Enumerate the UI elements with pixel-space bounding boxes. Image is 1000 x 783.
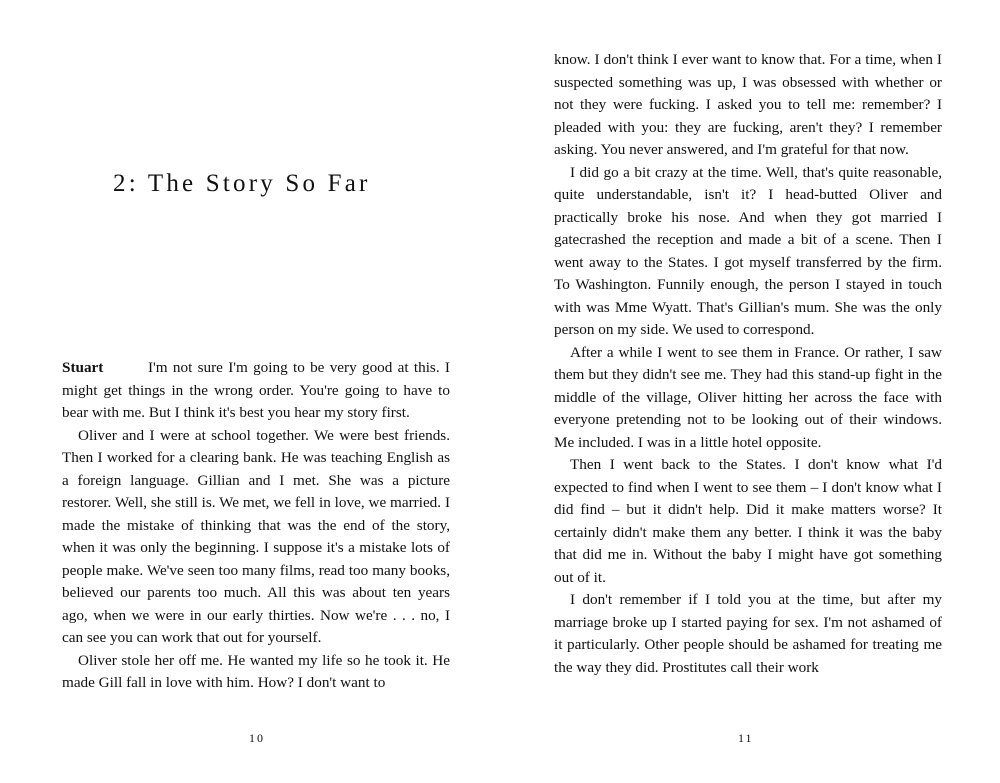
- page-number: 10: [249, 731, 265, 745]
- page-number: 11: [738, 731, 754, 745]
- paragraph: I did go a bit crazy at the time. Well, that's quite reasonable, quite understandable, isn't it? I head-butted Oliver and practically broke his nose. And when they got married I gatecrashed the reception and made a bit of a scene. Then I went away to the States. I got myself transferred by the firm. To Washington. Funnily enough, the person I stayed in touch with was Mme Wyatt. That's Gillian's mum. She was the only person on my side. We used to correspond.: [554, 163, 942, 338]
- paragraph: I don't remember if I told you at the time, but after my marriage broke up I started paying for sex. I'm not ashamed of it particularly. Other people should be ashamed for treating me the way they did. Prostitutes call their work: [554, 591, 942, 676]
- right-page: [500, 0, 1000, 783]
- speaker-name: Stuart: [62, 359, 104, 376]
- paragraph: Oliver and I were at school together. We were best friends. Then I worked for a clearing bank. He was teaching English as a foreign language. Gillian and I met. She was a picture restorer. Well, she still is. We met, we fell in love, we married. I made the mistake of thinking that was the end of the story, when it was only the beginning. I suppose it's a mistake lots of people make. We've seen too many films, read too many books, believed our parents too much. All this was about ten years ago, when we were in our early thirties. Now we're . . . no, I can see you can work that out for yourself.: [62, 426, 450, 646]
- paragraph: Oliver stole her off me. He wanted my life so he took it. He made Gill fall in love with him. How? I don't want to: [62, 651, 450, 691]
- chapter-title: 2: The Story So Far: [113, 170, 371, 197]
- paragraph: Then I went back to the States. I don't know what I'd expected to find when I went to see them – I don't know what I did find – but it didn't help. Did it make matters worse? It certainly didn't make them any better. I think it was the baby that did me in. Without the baby I might have got something out of it.: [554, 456, 942, 586]
- paragraph: know. I don't think I ever want to know that. For a time, when I suspected something was up, I was obsessed with whether or not they were fucking. I asked you to tell me: remember? I pleaded with you: they are fucking, aren't they? I remember asking. You never answered, and I'm grateful for that now.: [554, 51, 942, 158]
- paragraph-text: I'm not sure I'm going to be very good at this. I might get things in the wrong order. You're going to have to bear with me. But I think it's best you hear my story first.: [62, 359, 450, 421]
- paragraph: After a while I went to see them in France. Or rather, I saw them but they didn't see me. They had this stand-up fight in the middle of the village, Oliver hitting her across the face with everyone pretending not to be looking out of their windows. Me included. I was in a little hotel opposite.: [554, 343, 942, 451]
- paragraph: [62, 357, 450, 425]
- right-page-body: [554, 49, 942, 679]
- left-page-body: [62, 357, 450, 695]
